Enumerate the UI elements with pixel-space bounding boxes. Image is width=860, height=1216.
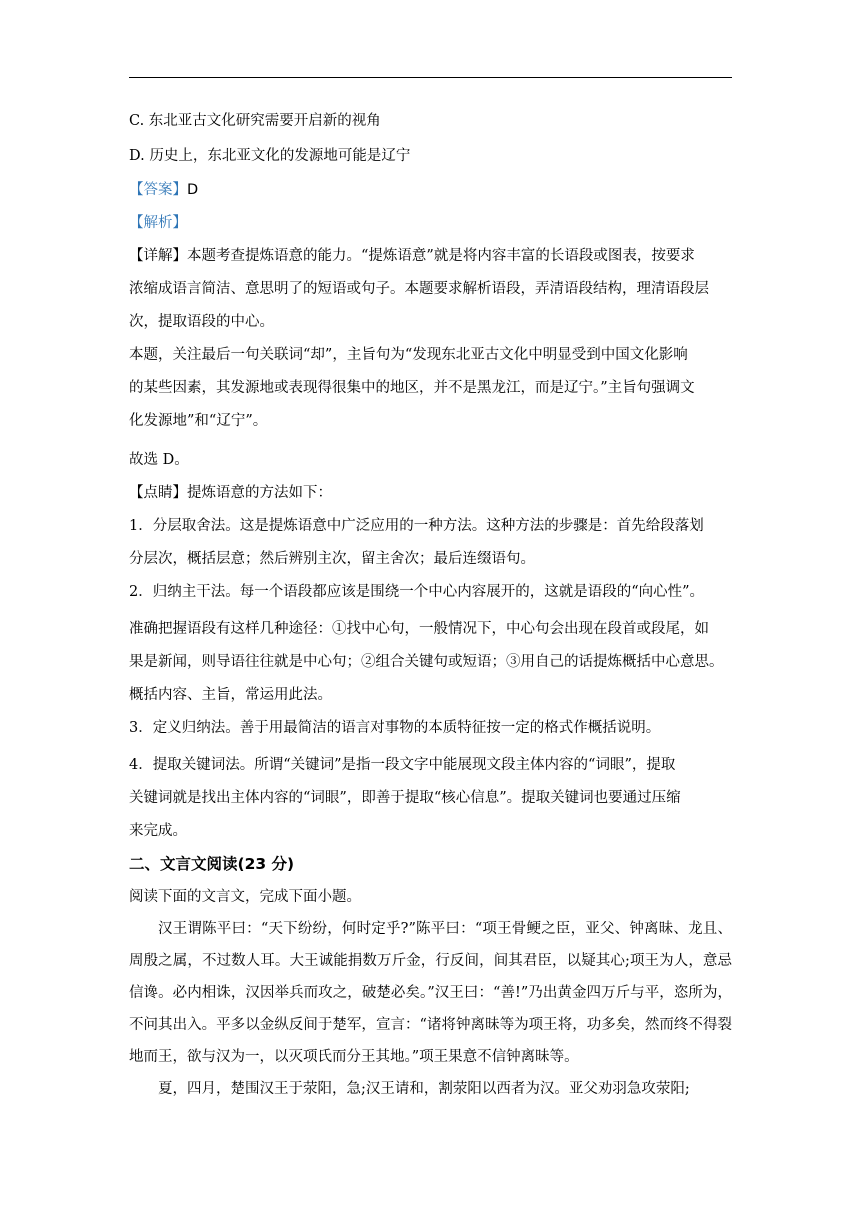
detail-line: 故选 D。 xyxy=(129,452,189,468)
analysis-line xyxy=(129,214,187,232)
tips-line: 准确把握语段有这样几种途径：①找中心句，一般情况下，中心句会出现在段首或段尾，如 xyxy=(129,621,709,637)
tips-line: 4．提取关键词法。所谓“关键词”是指一段文字中能展现文段主体内容的“词眼”，提取 xyxy=(129,757,676,773)
tips-line: 关键词就是找出主体内容的“词眼”，即善于提取“核心信息”。提取关键词也要通过压缩 xyxy=(129,790,681,806)
tips-line: 3．定义归纳法。善于用最简洁的语言对事物的本质特征按一定的格式作概括说明。 xyxy=(129,720,661,736)
detail-line: 次，提取语段的中心。 xyxy=(129,314,274,330)
analysis-tag: 【解析】 xyxy=(129,215,187,231)
tips-line: 来完成。 xyxy=(129,823,187,839)
option-c: C. 东北亚古文化研究需要开启新的视角 xyxy=(129,113,381,129)
section-instruction: 阅读下面的文言文，完成下面小题。 xyxy=(129,889,361,905)
tips-line: 2．归纳主干法。每一个语段都应该是围绕一个中心内容展开的，这就是语段的“向心性”。 xyxy=(129,584,705,600)
section-title: 二、文言文阅读(23 分) xyxy=(129,855,295,873)
detail-line: 本题，关注最后一句关联词“却”，主旨句为“发现东北亚古文化中明显受到中国文化影响 xyxy=(129,347,688,363)
option-d: D. 历史上，东北亚文化的发源地可能是辽宁 xyxy=(129,148,411,164)
answer-value: D xyxy=(187,182,199,198)
answer-tag: 【答案】 xyxy=(129,182,187,198)
tips-line: 分层次，概括层意；然后辨别主次，留主舍次；最后连缀语句。 xyxy=(129,551,535,567)
detail-line: 浓缩成语言简洁、意思明了的短语或句子。本题要求解析语段，弄清语段结构，理清语段层 xyxy=(129,281,709,297)
tips-line: 果是新闻，则导语往往就是中心句；②组合关键句或短语；③用自己的话提炼概括中心意思。 xyxy=(129,654,724,670)
detail-line: 化发源地”和“辽宁”。 xyxy=(129,413,268,429)
tips-line: 1．分层取舍法。这是提炼语意中广泛应用的一种方法。这种方法的步骤是：首先给段落划 xyxy=(129,518,704,534)
passage-paragraph: 汉王谓陈平曰：“天下纷纷，何时定乎?”陈平曰：“项王骨鲠之臣，亚父、钟离昧、龙且、周殷之属，不过数人耳。大王诚能捐数万斤金，行反间，间其君臣，以疑其心;项王为人，意忌信谗。必内相诛，汉因举兵而攻之，破楚必矣。”汉王曰：“善!”乃出黄金四万斤与平，恣所为，不问其出入。平多以金纵反间于楚军，宣言：“诸将钟离昧等为项王将，功多矣，然而终不得裂地而王，欲与汉为一，以灭项氏而分王其地。”项王果意不信钟离昧等。 xyxy=(129,921,732,1065)
header-rule xyxy=(129,77,732,78)
passage-paragraph: 夏，四月，楚围汉王于荥阳，急;汉王请和，割荥阳以西者为汉。亚父劝羽急攻荥阳; xyxy=(158,1081,690,1097)
tips-line: 【点睛】提炼语意的方法如下： xyxy=(129,485,332,501)
answer-line xyxy=(129,181,198,199)
classical-passage xyxy=(129,913,732,1105)
tips-line: 概括内容、主旨，常运用此法。 xyxy=(129,687,332,703)
detail-line: 的某些因素，其发源地或表现得很集中的地区，并不是黑龙江，而是辽宁。”主旨句强调文 xyxy=(129,380,695,396)
detail-line: 【详解】本题考查提炼语意的能力。“提炼语意”就是将内容丰富的长语段或图表，按要求 xyxy=(129,248,695,264)
